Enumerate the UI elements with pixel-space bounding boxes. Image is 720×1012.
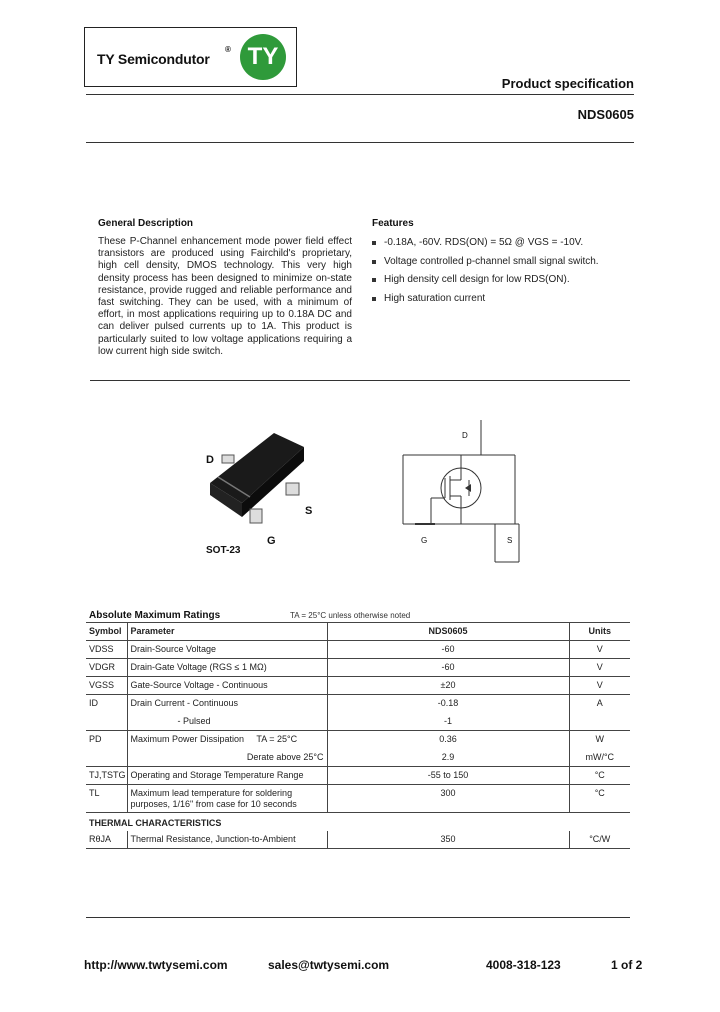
table-row (86, 713, 630, 731)
schematic-d-label: D (462, 431, 468, 440)
row-unit (569, 713, 630, 731)
feature-item: High density cell design for low RDS(ON). (372, 274, 642, 293)
pin-d-lead (222, 455, 234, 463)
row-value: -0.18 (327, 695, 569, 713)
row-symbol: VDGR (86, 659, 127, 677)
features-title: Features (372, 218, 414, 229)
schematic-g-label: G (421, 536, 428, 545)
row-symbol (86, 713, 127, 731)
row-unit: A (596, 698, 603, 708)
row-parameter: Gate-Source Voltage - Continuous (127, 677, 327, 695)
pin-g-label: G (267, 535, 276, 547)
table-row (86, 831, 630, 849)
ratings-note: TA = 25°C unless otherwise noted (290, 611, 411, 620)
feature-item: -0.18A, -60V. RDS(ON) = 5Ω @ VGS = -10V. (372, 237, 642, 256)
header-rule-bottom (86, 142, 634, 143)
table-header-row (86, 623, 630, 641)
row-value: 300 (327, 785, 569, 813)
row-value: 350 (327, 831, 569, 849)
pin-d-label: D (206, 454, 214, 466)
schematic-s-label: S (507, 536, 513, 545)
table-row (86, 659, 630, 677)
row-parameter: Derate above 25°C (127, 749, 327, 767)
row-parameter: - Pulsed (127, 713, 327, 731)
row-symbol: PD (86, 731, 127, 749)
package-name: SOT-23 (206, 545, 241, 556)
row-symbol: TL (86, 785, 127, 813)
table-row (86, 731, 630, 749)
row-unit: V (569, 659, 630, 677)
table-row (86, 749, 630, 767)
header-symbol: Symbol (86, 623, 127, 641)
pin-s-lead (286, 483, 299, 495)
row-parameter: Maximum lead temperature for soldering purposes, 1/16" from case for 10 seconds (127, 785, 327, 813)
row-symbol: VDSS (86, 641, 127, 659)
row-unit: °C (569, 767, 630, 785)
header-value: NDS0605 (327, 623, 569, 641)
row-value: -55 to 150 (327, 767, 569, 785)
description-text: These P-Channel enhancement mode power field effect transistors are produced using Fairchild's proprietary, high cell density, DMOS technology. This very high density process has been designed to minimize on-state resistance, provide rugged and reliable performance and fast switching. They can be used, with a minimum of effort, in most applications requiring up to 0.18A DC and can deliver pulsed currents up to 1A. This product is particularly suited to low voltage applications requiring a low current high side switch. (98, 236, 352, 357)
table-row (86, 767, 630, 785)
row-parameter: Operating and Storage Temperature Range (127, 767, 327, 785)
row-symbol (86, 749, 127, 767)
row-unit: V (569, 641, 630, 659)
row-value: -1 (327, 713, 569, 731)
row-parameter: Drain-Gate Voltage (RGS ≤ 1 MΩ) (127, 659, 327, 677)
header-units: Units (569, 623, 630, 641)
pin-g-lead (250, 509, 262, 523)
row-symbol: TJ,TSTG (86, 767, 127, 785)
table-row (86, 695, 630, 713)
row-unit: °C (569, 785, 630, 813)
thermal-section-row (86, 813, 630, 831)
row-value: 2.9 (327, 749, 569, 767)
header-parameter: Parameter (127, 623, 327, 641)
row-value: 0.36 (327, 731, 569, 749)
row-symbol: ID (86, 695, 127, 713)
table-row (86, 677, 630, 695)
row-parameter: Drain Current - Continuous (127, 695, 327, 713)
feature-item: Voltage controlled p-channel small signal switch. (372, 256, 642, 275)
header-rule-top (86, 94, 634, 95)
brand-name: TY Semicondutor (97, 51, 210, 67)
brand-logo: TY (240, 34, 286, 80)
row-value: -60 (327, 659, 569, 677)
description-title: General Description (98, 218, 194, 229)
ratings-title: Absolute Maximum Ratings (89, 610, 221, 621)
row-value: ±20 (327, 677, 569, 695)
footer-website[interactable]: http://www.twtysemi.com (84, 958, 228, 972)
doc-type: Product specification (501, 76, 634, 91)
page-number: 1 of 2 (611, 958, 643, 972)
table-row (86, 785, 630, 813)
row-unit: V (569, 677, 630, 695)
row-symbol: RθJA (86, 831, 127, 849)
footer-email[interactable]: sales@twtysemi.com (268, 958, 390, 972)
row-unit: °C/W (569, 831, 630, 849)
mosfet-schematic (395, 420, 525, 565)
table-row (86, 641, 630, 659)
features-list (372, 237, 642, 311)
part-number: NDS0605 (577, 107, 634, 122)
row-unit: W (595, 734, 604, 744)
pin-s-label: S (305, 505, 313, 517)
footer-rule (86, 917, 630, 918)
row-parameter: Maximum Power Dissipation TA = 25°C (127, 731, 327, 749)
row-symbol: VGSS (86, 677, 127, 695)
body-diode-arrow (465, 484, 471, 492)
registered-mark: ® (225, 45, 231, 54)
row-unit: mW/°C (569, 749, 630, 767)
section-rule (90, 380, 630, 381)
feature-item: High saturation current (372, 293, 642, 312)
ratings-table (86, 622, 630, 849)
row-value: -60 (327, 641, 569, 659)
row-parameter: Thermal Resistance, Junction-to-Ambient (127, 831, 327, 849)
thermal-title: THERMAL CHARACTERISTICS (89, 818, 222, 828)
row-parameter: Drain-Source Voltage (127, 641, 327, 659)
footer-phone: 4008-318-123 (486, 958, 561, 972)
